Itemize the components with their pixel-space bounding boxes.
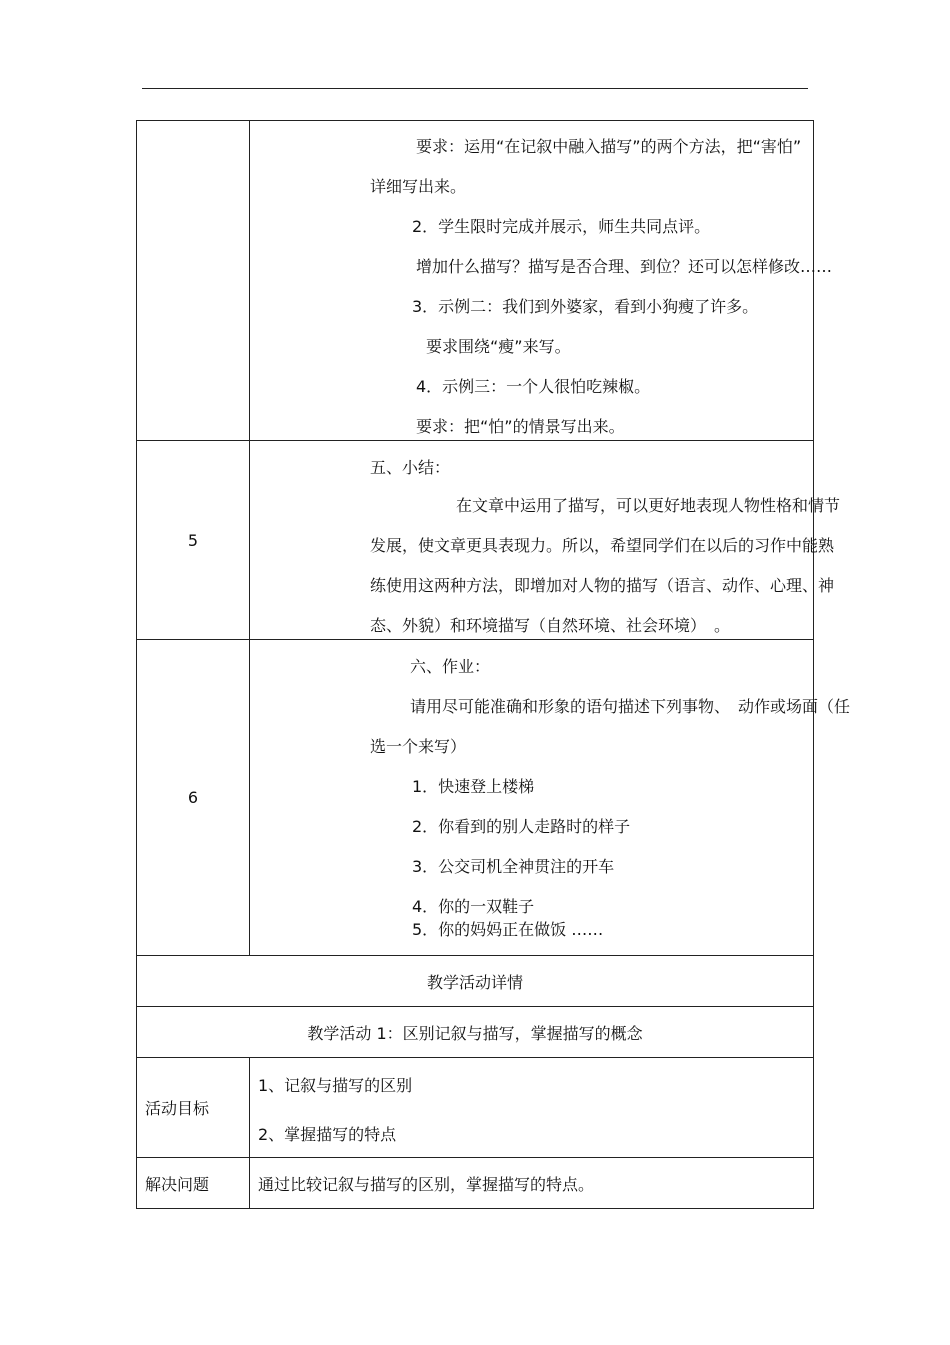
text-line: 1．快速登上楼梯 bbox=[412, 777, 535, 796]
text-line: 增加什么描写？描写是否合理、到位？还可以怎样修改…… bbox=[416, 257, 833, 276]
section-title: 教学活动详情 bbox=[137, 956, 814, 1007]
text-line: 请用尽可能准确和形象的语句描述下列事物、 动作或场面（任 bbox=[410, 697, 851, 716]
header-rule bbox=[142, 88, 808, 89]
text-line: 3．公交司机全神贯注的开车 bbox=[412, 857, 615, 876]
content-cell bbox=[250, 640, 851, 956]
text-line: 练使用这两种方法，即增加对人物的描写（语言、动作、心理、神 bbox=[370, 576, 835, 595]
text-line: 五、小结： bbox=[370, 458, 451, 477]
content-cell bbox=[250, 441, 841, 640]
text-line: 2．你看到的别人走路时的样子 bbox=[412, 817, 631, 836]
table-row bbox=[137, 121, 814, 441]
text-line: 要求围绕“瘦”来写。 bbox=[426, 337, 571, 356]
text-line: 在文章中运用了描写，可以更好地表现人物性格和情节 bbox=[456, 496, 841, 515]
table-row bbox=[137, 441, 814, 640]
content-cell bbox=[250, 121, 833, 441]
text-line: 1、记叙与描写的区别 bbox=[258, 1076, 413, 1095]
table-row bbox=[137, 1007, 814, 1058]
text-line: 2．学生限时完成并展示，师生共同点评。 bbox=[412, 217, 711, 236]
text-line: 态、外貌）和环境描写（自然环境、社会环境） 。 bbox=[370, 616, 731, 635]
table-row bbox=[137, 1058, 814, 1158]
goal-cell bbox=[250, 1058, 814, 1158]
text-line: 4．示例三：一个人很怕吃辣椒。 bbox=[416, 377, 651, 396]
text-line: 5．你的妈妈正在做饭 …… bbox=[412, 920, 604, 939]
lesson-table bbox=[136, 120, 851, 1209]
empty-cell bbox=[137, 121, 250, 441]
table-row bbox=[137, 640, 814, 956]
row-number: 6 bbox=[137, 640, 250, 956]
text-line: 4．你的一双鞋子 bbox=[412, 897, 535, 916]
text-line: 要求：把“怕”的情景写出来。 bbox=[416, 417, 625, 436]
table-row bbox=[137, 1158, 814, 1209]
text-line: 要求：运用“在记叙中融入描写”的两个方法，把“害怕” bbox=[416, 137, 802, 156]
activity-title: 教学活动 1：区别记叙与描写，掌握描写的概念 bbox=[137, 1007, 814, 1058]
text-line: 详细写出来。 bbox=[370, 177, 467, 196]
text-line: 3．示例二：我们到外婆家，看到小狗瘦了许多。 bbox=[412, 297, 759, 316]
row-number: 5 bbox=[137, 441, 250, 640]
table-row bbox=[137, 956, 814, 1007]
text-line: 发展，使文章更具表现力。所以，希望同学们在以后的习作中能熟 bbox=[370, 536, 835, 555]
text-line: 六、作业： bbox=[410, 657, 491, 676]
problem-text: 通过比较记叙与描写的区别，掌握描写的特点。 bbox=[250, 1158, 814, 1209]
problem-label: 解决问题 bbox=[137, 1158, 250, 1209]
text-line: 2、掌握描写的特点 bbox=[258, 1125, 397, 1144]
goal-label: 活动目标 bbox=[137, 1058, 250, 1158]
text-line: 选一个来写） bbox=[370, 737, 467, 756]
